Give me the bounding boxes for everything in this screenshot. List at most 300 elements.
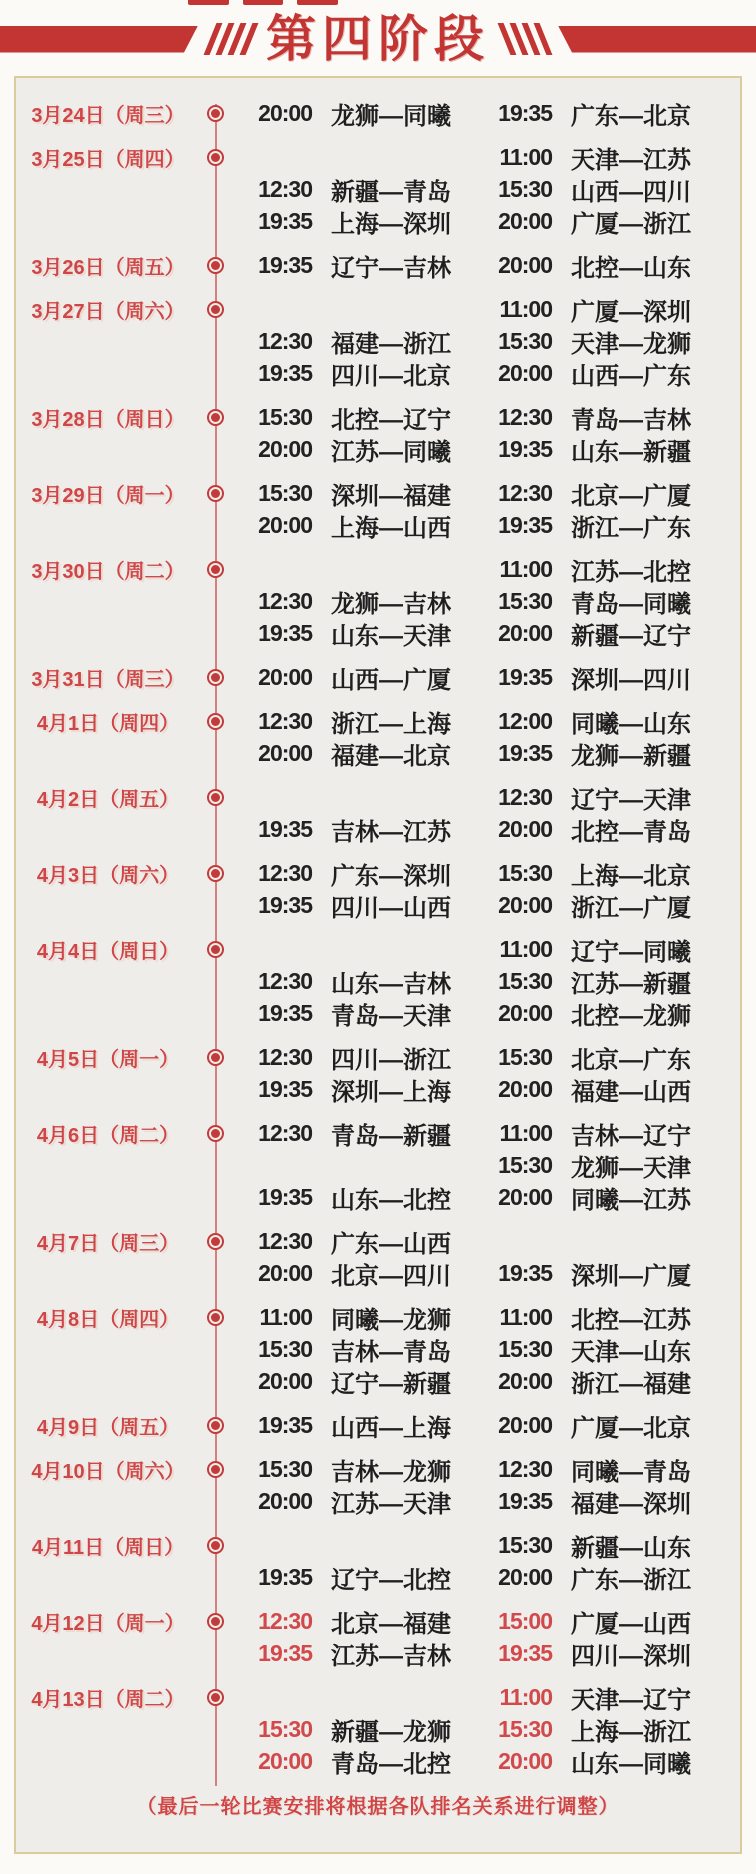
date-cell xyxy=(16,1303,200,1332)
date-cell xyxy=(16,555,200,584)
bullet-cell xyxy=(200,1461,230,1478)
left-game-time: 12:30 xyxy=(258,968,312,994)
schedule-row xyxy=(16,1224,740,1256)
left-game-match: 福建—北京 xyxy=(331,743,451,770)
left-game-match: 青岛—天津 xyxy=(331,1003,451,1030)
date-cell xyxy=(16,663,200,692)
schedule-row xyxy=(16,1528,740,1560)
date-bullet-icon xyxy=(207,105,224,122)
right-game-time: 20:00 xyxy=(498,360,552,386)
right-game-time: 20:00 xyxy=(498,1748,552,1774)
left-game-time: 12:30 xyxy=(258,1044,312,1070)
right-game-time: 19:35 xyxy=(498,100,552,126)
schedule-card xyxy=(14,76,742,1854)
left-game-time: 12:30 xyxy=(258,860,312,886)
left-game-time: 12:30 xyxy=(258,708,312,734)
left-game-match: 吉林—龙狮 xyxy=(331,1459,451,1486)
left-game-time: 19:35 xyxy=(258,1076,312,1102)
left-game-time: 20:00 xyxy=(258,1748,312,1774)
schedule-row xyxy=(16,660,740,692)
right-game-match: 山西—四川 xyxy=(571,179,691,206)
right-game-match: 浙江—福建 xyxy=(571,1371,691,1398)
schedule-row xyxy=(16,1040,740,1072)
schedule-row xyxy=(16,400,740,432)
date-label: 4月8日（周四） xyxy=(36,1309,180,1331)
right-game-match: 广厦—北京 xyxy=(571,1415,691,1442)
date-cell xyxy=(16,295,200,324)
left-game-match: 四川—北京 xyxy=(331,363,451,390)
right-game-match: 江苏—北控 xyxy=(571,559,691,586)
date-cell xyxy=(16,1227,200,1256)
right-game-match: 福建—山西 xyxy=(571,1079,691,1106)
schedule-row xyxy=(16,1680,740,1712)
right-game-time: 15:00 xyxy=(498,1608,552,1634)
schedule-row xyxy=(16,888,740,920)
left-game-match: 辽宁—吉林 xyxy=(331,255,451,282)
left-game-match: 浙江—上海 xyxy=(331,711,451,738)
left-game-time: 20:00 xyxy=(258,512,312,538)
date-group xyxy=(16,704,740,768)
right-game-match: 上海—北京 xyxy=(571,863,691,890)
right-game-match: 山东—新疆 xyxy=(571,439,691,466)
bullet-cell xyxy=(200,1613,230,1630)
slash-marks-left-icon xyxy=(210,23,252,55)
schedule-row xyxy=(16,476,740,508)
right-game-match: 同曦—青岛 xyxy=(571,1459,691,1486)
right-game-time: 19:35 xyxy=(498,1488,552,1514)
left-game-match: 山东—天津 xyxy=(331,623,451,650)
schedule-row xyxy=(16,248,740,280)
left-game-time: 15:30 xyxy=(258,1716,312,1742)
right-game-match: 上海—浙江 xyxy=(571,1719,691,1746)
left-game-match: 新疆—青岛 xyxy=(331,179,451,206)
date-cell xyxy=(16,99,200,128)
date-label: 3月29日（周一） xyxy=(31,485,185,507)
schedule-row xyxy=(16,1636,740,1668)
left-game-time: 20:00 xyxy=(258,1260,312,1286)
date-bullet-icon xyxy=(207,713,224,730)
left-game-match: 龙狮—同曦 xyxy=(331,103,451,130)
left-game-match: 北控—辽宁 xyxy=(331,407,451,434)
right-game-time: 20:00 xyxy=(498,1000,552,1026)
schedule-row xyxy=(16,552,740,584)
left-game-time: 20:00 xyxy=(258,1488,312,1514)
left-game-match: 吉林—青岛 xyxy=(331,1339,451,1366)
right-game-match: 同曦—山东 xyxy=(571,711,691,738)
date-bullet-icon xyxy=(207,1613,224,1630)
left-game-time: 12:30 xyxy=(258,328,312,354)
schedule-row xyxy=(16,292,740,324)
right-game-match: 北控—青岛 xyxy=(571,819,691,846)
schedule-row xyxy=(16,1148,740,1180)
left-game-time: 12:30 xyxy=(258,1120,312,1146)
right-game-time: 20:00 xyxy=(498,1564,552,1590)
right-game-match: 福建—深圳 xyxy=(571,1491,691,1518)
date-bullet-icon xyxy=(207,1049,224,1066)
right-game-time: 11:00 xyxy=(499,556,552,582)
left-game-match: 新疆—龙狮 xyxy=(331,1719,451,1746)
right-game-time: 15:30 xyxy=(498,860,552,886)
schedule-row xyxy=(16,324,740,356)
left-game-time: 19:35 xyxy=(258,816,312,842)
right-game-time: 19:35 xyxy=(498,740,552,766)
schedule-row xyxy=(16,1452,740,1484)
right-game-match: 北控—山东 xyxy=(571,255,691,282)
bullet-cell xyxy=(200,561,230,578)
date-label: 3月26日（周五） xyxy=(31,257,185,279)
schedule-row xyxy=(16,704,740,736)
date-bullet-icon xyxy=(207,301,224,318)
right-game-time: 20:00 xyxy=(498,252,552,278)
left-game-match: 辽宁—北控 xyxy=(331,1567,451,1594)
section-header xyxy=(0,0,756,76)
left-game-match: 福建—浙江 xyxy=(331,331,451,358)
bullet-cell xyxy=(200,1309,230,1326)
left-game-match: 四川—山西 xyxy=(331,895,451,922)
schedule-row xyxy=(16,1332,740,1364)
right-game-match: 同曦—江苏 xyxy=(571,1187,691,1214)
left-game-match: 北京—福建 xyxy=(331,1611,451,1638)
right-game-time: 19:35 xyxy=(498,436,552,462)
left-game-time: 19:35 xyxy=(258,252,312,278)
bullet-cell xyxy=(200,105,230,122)
schedule-row xyxy=(16,1364,740,1396)
right-game-time: 19:35 xyxy=(498,1260,552,1286)
right-game-match: 天津—辽宁 xyxy=(571,1687,691,1714)
left-game-time: 12:30 xyxy=(258,176,312,202)
right-game-match: 辽宁—同曦 xyxy=(571,939,691,966)
right-game-match: 深圳—四川 xyxy=(571,667,691,694)
right-game-time: 20:00 xyxy=(498,1076,552,1102)
right-game-match: 山西—广东 xyxy=(571,363,691,390)
right-game-match: 山东—同曦 xyxy=(571,1751,691,1778)
left-game-time: 20:00 xyxy=(258,436,312,462)
right-game-time: 15:30 xyxy=(498,328,552,354)
left-game-match: 江苏—天津 xyxy=(331,1491,451,1518)
left-game-match: 北京—四川 xyxy=(331,1263,451,1290)
left-game-time: 19:35 xyxy=(258,1184,312,1210)
date-group xyxy=(16,1224,740,1288)
right-game-time: 12:30 xyxy=(498,1456,552,1482)
right-game-match: 广东—北京 xyxy=(571,103,691,130)
date-label: 3月31日（周三） xyxy=(31,669,185,691)
schedule-row xyxy=(16,1116,740,1148)
right-game-match: 浙江—广厦 xyxy=(571,895,691,922)
right-game-time: 20:00 xyxy=(498,816,552,842)
date-bullet-icon xyxy=(207,561,224,578)
left-game-time: 15:30 xyxy=(258,404,312,430)
left-game-time: 15:30 xyxy=(258,1456,312,1482)
right-game-time: 20:00 xyxy=(498,1184,552,1210)
left-game-time: 19:35 xyxy=(258,1564,312,1590)
date-cell xyxy=(16,143,200,172)
date-group xyxy=(16,1528,740,1592)
left-game-match: 深圳—福建 xyxy=(331,483,451,510)
right-game-time: 11:00 xyxy=(499,144,552,170)
date-label: 4月2日（周五） xyxy=(36,789,180,811)
date-cell xyxy=(16,1119,200,1148)
date-label: 3月27日（周六） xyxy=(31,301,185,323)
left-game-time: 19:35 xyxy=(258,620,312,646)
right-game-match: 天津—龙狮 xyxy=(571,331,691,358)
date-label: 4月13日（周二） xyxy=(31,1689,185,1711)
left-game-time: 11:00 xyxy=(259,1304,312,1330)
date-label: 4月10日（周六） xyxy=(31,1461,185,1483)
right-game-time: 12:00 xyxy=(498,708,552,734)
footer-note: （最后一轮比赛安排将根据各队排名关系进行调整） xyxy=(136,1796,620,1818)
date-group xyxy=(16,1604,740,1668)
schedule-row xyxy=(16,1712,740,1744)
bullet-cell xyxy=(200,865,230,882)
right-game-match: 四川—深圳 xyxy=(571,1643,691,1670)
right-game-match: 新疆—山东 xyxy=(571,1535,691,1562)
right-game-match: 龙狮—天津 xyxy=(571,1155,691,1182)
date-group xyxy=(16,780,740,844)
bullet-cell xyxy=(200,1125,230,1142)
schedule-row xyxy=(16,140,740,172)
right-game-match: 青岛—吉林 xyxy=(571,407,691,434)
right-game-time: 19:35 xyxy=(498,664,552,690)
right-game-time: 15:30 xyxy=(498,1336,552,1362)
header-bar-right xyxy=(558,26,756,53)
left-game-time: 15:30 xyxy=(258,1336,312,1362)
page-title: 第四阶段 xyxy=(266,11,490,67)
right-game-time: 20:00 xyxy=(498,620,552,646)
schedule-row xyxy=(16,812,740,844)
date-label: 3月30日（周二） xyxy=(31,561,185,583)
date-bullet-icon xyxy=(207,485,224,502)
bullet-cell xyxy=(200,789,230,806)
left-game-time: 12:30 xyxy=(258,1608,312,1634)
date-group xyxy=(16,476,740,540)
cropped-text-fragment xyxy=(188,0,338,5)
bullet-cell xyxy=(200,1417,230,1434)
schedule-row xyxy=(16,1744,740,1776)
right-game-time: 15:30 xyxy=(498,1152,552,1178)
left-game-time: 12:30 xyxy=(258,1228,312,1254)
date-bullet-icon xyxy=(207,1125,224,1142)
date-group xyxy=(16,1452,740,1516)
right-game-time: 11:00 xyxy=(499,1304,552,1330)
left-game-match: 山西—上海 xyxy=(331,1415,451,1442)
date-bullet-icon xyxy=(207,789,224,806)
left-game-time: 19:35 xyxy=(258,892,312,918)
date-bullet-icon xyxy=(207,149,224,166)
left-game-match: 青岛—新疆 xyxy=(331,1123,451,1150)
schedule-row xyxy=(16,1256,740,1288)
date-group xyxy=(16,400,740,464)
left-game-match: 江苏—吉林 xyxy=(331,1643,451,1670)
right-game-time: 20:00 xyxy=(498,1368,552,1394)
right-game-match: 天津—江苏 xyxy=(571,147,691,174)
left-game-time: 19:35 xyxy=(258,1640,312,1666)
header-bar-left xyxy=(0,26,198,53)
schedule-row xyxy=(16,996,740,1028)
schedule-row xyxy=(16,172,740,204)
right-game-time: 12:30 xyxy=(498,404,552,430)
left-game-match: 山西—广厦 xyxy=(331,667,451,694)
date-label: 4月11日（周日） xyxy=(31,1537,185,1559)
left-game-match: 江苏—同曦 xyxy=(331,439,451,466)
right-game-time: 20:00 xyxy=(498,208,552,234)
left-game-match: 龙狮—吉林 xyxy=(331,591,451,618)
date-label: 4月1日（周四） xyxy=(36,713,180,735)
left-game-time: 19:35 xyxy=(258,360,312,386)
date-bullet-icon xyxy=(207,1537,224,1554)
date-label: 3月28日（周日） xyxy=(31,409,185,431)
date-cell xyxy=(16,1411,200,1440)
left-game-match: 广东—山西 xyxy=(331,1231,451,1258)
schedule-row xyxy=(16,1484,740,1516)
date-bullet-icon xyxy=(207,1461,224,1478)
right-game-time: 15:30 xyxy=(498,588,552,614)
date-cell xyxy=(16,1043,200,1072)
schedule-row xyxy=(16,96,740,128)
right-game-match: 广厦—山西 xyxy=(571,1611,691,1638)
schedule-row xyxy=(16,736,740,768)
date-bullet-icon xyxy=(207,1233,224,1250)
date-group xyxy=(16,552,740,648)
date-bullet-icon xyxy=(207,1309,224,1326)
date-group xyxy=(16,1116,740,1212)
bullet-cell xyxy=(200,409,230,426)
date-label: 4月9日（周五） xyxy=(36,1417,180,1439)
bullet-cell xyxy=(200,149,230,166)
right-game-match: 广厦—浙江 xyxy=(571,211,691,238)
left-game-time: 20:00 xyxy=(258,1368,312,1394)
right-game-time: 11:00 xyxy=(499,1684,552,1710)
date-group xyxy=(16,1680,740,1776)
right-game-match: 北控—江苏 xyxy=(571,1307,691,1334)
right-game-time: 12:30 xyxy=(498,480,552,506)
right-game-match: 江苏—新疆 xyxy=(571,971,691,998)
bullet-cell xyxy=(200,301,230,318)
schedule-list xyxy=(16,78,740,1776)
right-game-time: 20:00 xyxy=(498,1412,552,1438)
bullet-cell xyxy=(200,941,230,958)
schedule-row xyxy=(16,780,740,812)
bullet-cell xyxy=(200,1689,230,1706)
bullet-cell xyxy=(200,485,230,502)
date-group xyxy=(16,1300,740,1396)
bullet-cell xyxy=(200,669,230,686)
date-bullet-icon xyxy=(207,941,224,958)
date-bullet-icon xyxy=(207,257,224,274)
right-game-match: 天津—山东 xyxy=(571,1339,691,1366)
date-label: 4月5日（周一） xyxy=(36,1049,180,1071)
date-bullet-icon xyxy=(207,409,224,426)
right-game-match: 龙狮—新疆 xyxy=(571,743,691,770)
left-game-match: 山东—吉林 xyxy=(331,971,451,998)
right-game-time: 15:30 xyxy=(498,1716,552,1742)
schedule-row xyxy=(16,1072,740,1104)
date-group xyxy=(16,856,740,920)
bullet-cell xyxy=(200,713,230,730)
left-game-time: 20:00 xyxy=(258,100,312,126)
left-game-time: 20:00 xyxy=(258,740,312,766)
date-cell xyxy=(16,1531,200,1560)
date-group xyxy=(16,660,740,692)
right-game-time: 15:30 xyxy=(498,1532,552,1558)
date-group xyxy=(16,1040,740,1104)
date-group xyxy=(16,932,740,1028)
left-game-match: 四川—浙江 xyxy=(331,1047,451,1074)
left-game-match: 上海—山西 xyxy=(331,515,451,542)
date-cell xyxy=(16,1455,200,1484)
schedule-row xyxy=(16,1560,740,1592)
date-label: 3月24日（周三） xyxy=(31,105,185,127)
schedule-row xyxy=(16,508,740,540)
date-group xyxy=(16,1408,740,1440)
date-group xyxy=(16,248,740,280)
date-label: 4月7日（周三） xyxy=(36,1233,180,1255)
date-label: 4月3日（周六） xyxy=(36,865,180,887)
right-game-match: 北京—广厦 xyxy=(571,483,691,510)
date-label: 4月4日（周日） xyxy=(36,941,180,963)
date-label: 3月25日（周四） xyxy=(31,149,185,171)
right-game-time: 15:30 xyxy=(498,1044,552,1070)
left-game-time: 19:35 xyxy=(258,1000,312,1026)
left-game-time: 19:35 xyxy=(258,1412,312,1438)
date-cell xyxy=(16,707,200,736)
bullet-cell xyxy=(200,257,230,274)
right-game-time: 19:35 xyxy=(498,512,552,538)
bullet-cell xyxy=(200,1233,230,1250)
schedule-row xyxy=(16,432,740,464)
date-cell xyxy=(16,859,200,888)
right-game-match: 深圳—广厦 xyxy=(571,1263,691,1290)
schedule-row xyxy=(16,932,740,964)
right-game-time: 15:30 xyxy=(498,176,552,202)
right-game-time: 11:00 xyxy=(499,296,552,322)
right-game-time: 11:00 xyxy=(499,1120,552,1146)
date-bullet-icon xyxy=(207,865,224,882)
left-game-match: 深圳—上海 xyxy=(331,1079,451,1106)
schedule-row xyxy=(16,1604,740,1636)
right-game-match: 广厦—深圳 xyxy=(571,299,691,326)
date-group xyxy=(16,140,740,236)
schedule-row xyxy=(16,1300,740,1332)
left-game-time: 15:30 xyxy=(258,480,312,506)
date-cell xyxy=(16,1683,200,1712)
date-group xyxy=(16,96,740,128)
date-cell xyxy=(16,251,200,280)
right-game-match: 广东—浙江 xyxy=(571,1567,691,1594)
schedule-row xyxy=(16,584,740,616)
right-game-match: 北京—广东 xyxy=(571,1047,691,1074)
right-game-match: 浙江—广东 xyxy=(571,515,691,542)
slash-marks-right-icon xyxy=(504,23,546,55)
schedule-row xyxy=(16,856,740,888)
date-cell xyxy=(16,479,200,508)
left-game-match: 青岛—北控 xyxy=(331,1751,451,1778)
date-cell xyxy=(16,935,200,964)
date-cell xyxy=(16,783,200,812)
left-game-match: 上海—深圳 xyxy=(331,211,451,238)
left-game-time: 12:30 xyxy=(258,588,312,614)
date-label: 4月6日（周二） xyxy=(36,1125,180,1147)
left-game-match: 辽宁—新疆 xyxy=(331,1371,451,1398)
left-game-time: 20:00 xyxy=(258,664,312,690)
right-game-match: 青岛—同曦 xyxy=(571,591,691,618)
right-game-match: 新疆—辽宁 xyxy=(571,623,691,650)
date-bullet-icon xyxy=(207,1417,224,1434)
right-game-time: 19:35 xyxy=(498,1640,552,1666)
schedule-row xyxy=(16,1180,740,1212)
date-cell xyxy=(16,1607,200,1636)
schedule-row xyxy=(16,356,740,388)
date-bullet-icon xyxy=(207,669,224,686)
